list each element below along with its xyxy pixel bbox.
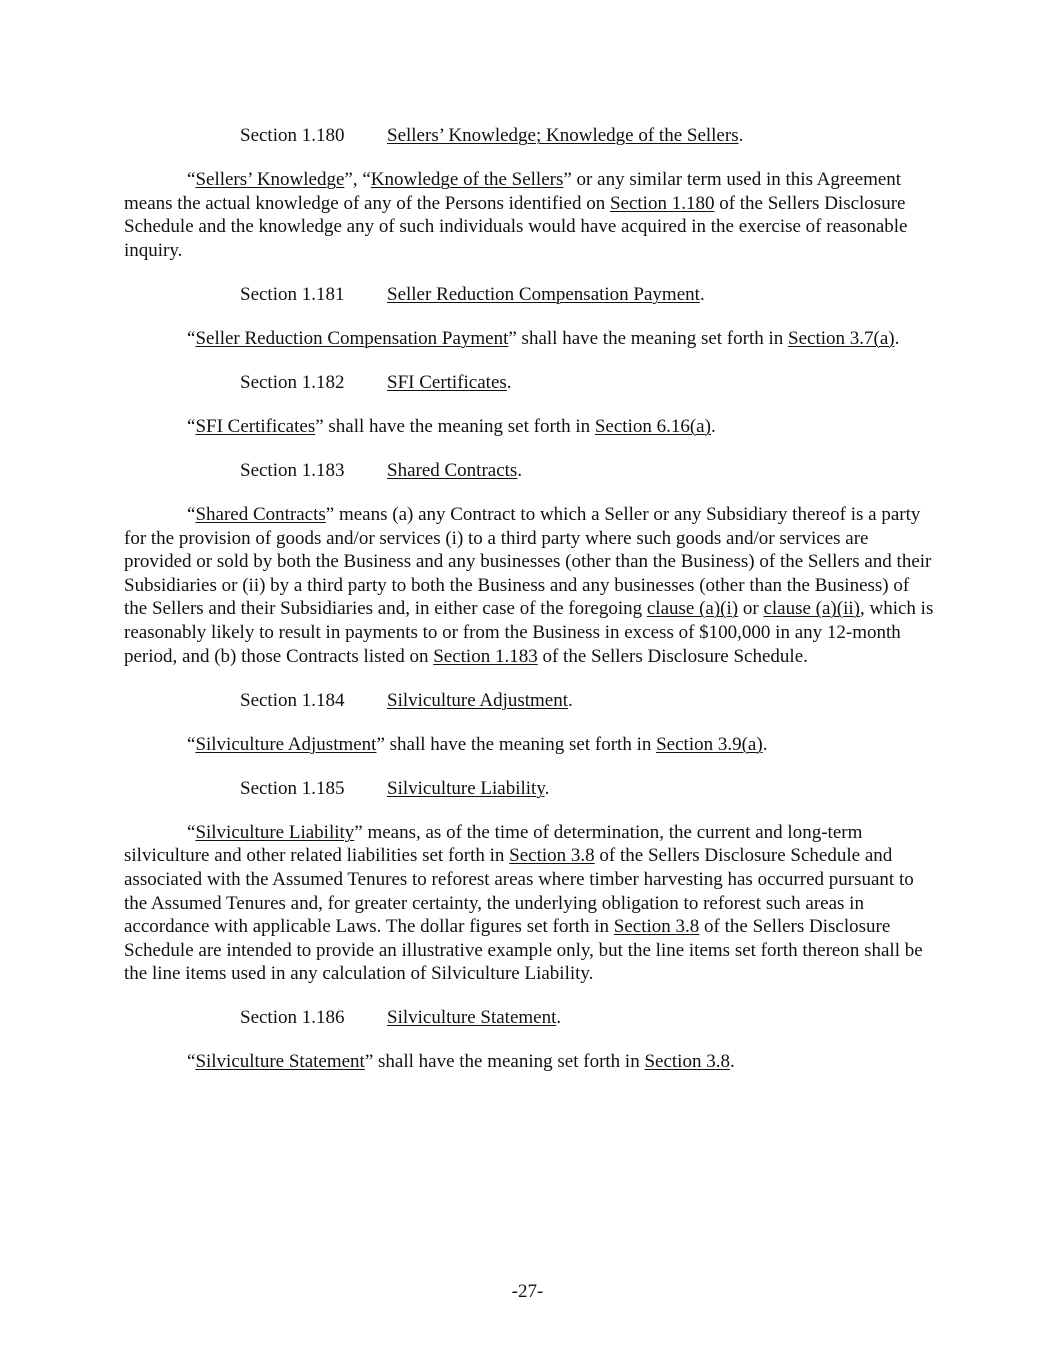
underlined-term: Shared Contracts xyxy=(195,504,326,526)
section-title: Shared Contracts xyxy=(387,460,518,482)
text-run: ” shall have the meaning set forth in xyxy=(376,733,657,755)
underlined-term: clause (a)(ii) xyxy=(763,598,860,620)
section-title: Silviculture Liability xyxy=(387,777,545,799)
section-title: Seller Reduction Compensation Payment xyxy=(387,283,700,305)
section-number: Section 1.181 xyxy=(240,283,345,305)
text-run: “ xyxy=(187,327,196,349)
definition-paragraph xyxy=(124,1050,934,1074)
text-run: ” shall have the meaning set forth in xyxy=(364,1051,645,1073)
underlined-term: Section 3.8 xyxy=(644,1051,730,1073)
definition-paragraph xyxy=(124,327,934,351)
text-run: “ xyxy=(187,1051,196,1073)
section-title: SFI Certificates xyxy=(387,371,507,393)
underlined-term: Section 3.7(a) xyxy=(788,327,895,349)
underlined-term: clause (a)(i) xyxy=(646,598,739,620)
text-run: of the Sellers Disclosure Schedule and associated with the Assumed Tenures to reforest areas where timber harvesting has occurred pursuant to the Assumed Tenures and, for greater certainty, the underlying obligation to reforest such areas in accordance with applicable Laws. The dollar figures set forth in xyxy=(124,845,914,938)
underlined-term: SFI Certificates xyxy=(195,415,316,437)
underlined-term: Section 6.16(a) xyxy=(594,415,711,437)
section-number: Section 1.183 xyxy=(240,460,345,482)
text-run: . xyxy=(894,327,900,349)
underlined-term: Silviculture Liability xyxy=(195,821,355,843)
definition-section xyxy=(124,124,934,262)
text-run: “ xyxy=(187,821,196,843)
section-heading: Section 1.184 Silviculture Adjustment. xyxy=(240,689,573,711)
underlined-term: Knowledge of the Sellers xyxy=(370,169,564,190)
underlined-term: Silviculture Adjustment xyxy=(195,733,377,755)
underlined-term: Section 1.183 xyxy=(433,645,538,667)
definition-paragraph xyxy=(124,503,934,668)
underlined-term: Section 3.8 xyxy=(509,845,595,867)
text-run: of the Sellers Disclosure Schedule and the knowledge any of such individuals would have acquired in the exercise of reasonable inquiry. xyxy=(124,192,908,261)
text-run: “ xyxy=(187,733,196,755)
page-number: -27- xyxy=(511,1281,544,1302)
underlined-term: Seller Reduction Compensation Payment xyxy=(195,327,509,349)
definition-paragraph xyxy=(124,168,934,262)
definition-section xyxy=(124,689,934,757)
definition-section xyxy=(124,1006,934,1074)
section-title: Silviculture Statement xyxy=(387,1007,557,1029)
section-title: Silviculture Adjustment xyxy=(387,689,569,711)
section-number: Section 1.185 xyxy=(240,777,345,799)
text-run: ” shall have the meaning set forth in xyxy=(315,415,595,437)
text-run: . xyxy=(710,415,716,437)
definition-paragraph xyxy=(124,821,934,986)
section-number: Section 1.180 xyxy=(240,125,345,146)
underlined-term: Section 3.9(a) xyxy=(656,733,763,755)
text-run: ”, “ xyxy=(344,169,371,190)
definition-paragraph xyxy=(124,733,934,757)
text-run: . xyxy=(729,1051,735,1073)
section-title: Sellers’ Knowledge; Knowledge of the Sellers xyxy=(387,125,739,146)
definition-section xyxy=(124,371,934,439)
text-run: . xyxy=(762,733,768,755)
text-run: ” shall have the meaning set forth in xyxy=(508,327,789,349)
definition-paragraph xyxy=(124,415,934,439)
section-heading: Section 1.180 Sellers’ Knowledge; Knowledge of the Sellers. xyxy=(240,125,744,146)
text-run: “ xyxy=(187,169,196,190)
text-run: of the Sellers Disclosure Schedule. xyxy=(537,645,808,667)
section-heading: Section 1.181 Seller Reduction Compensation Payment. xyxy=(240,283,705,305)
underlined-term: Sellers’ Knowledge xyxy=(195,169,345,190)
text-run: ” means (a) any Contract to which a Seller or any Subsidiary thereof is a party for the provision of goods and/or services (i) to a third party where such goods and/or services are provided or sold by both the Business and any businesses (other than the Business) of the Sellers and their Subsidiaries or (ii) by a third party to both the Business and any businesses (other than the Business) of the Sellers and their Subsidiaries and, in either case of the foregoing xyxy=(124,504,932,620)
section-heading: Section 1.182 SFI Certificates. xyxy=(240,371,512,393)
section-number: Section 1.184 xyxy=(240,689,345,711)
text-run: of the Sellers Disclosure Schedule are intended to provide an illustrative example only, but the line items set forth thereon shall be the line items used in any calculation of Silviculture Liability. xyxy=(124,916,923,985)
underlined-term: Section 3.8 xyxy=(613,916,700,938)
underlined-term: Silviculture Statement xyxy=(195,1051,365,1073)
section-heading: Section 1.186 Silviculture Statement. xyxy=(240,1007,562,1029)
definition-section xyxy=(124,459,934,668)
text-run: ” or any similar term used in this Agreement means the actual knowledge of any of the Persons identified on xyxy=(124,169,902,214)
section-number: Section 1.182 xyxy=(240,371,345,393)
text-run: “ xyxy=(187,415,196,437)
text-run: “ xyxy=(187,504,196,526)
document-body xyxy=(124,124,934,1095)
definition-section xyxy=(124,777,934,986)
text-run: or xyxy=(738,598,764,620)
section-heading: Section 1.183 Shared Contracts. xyxy=(240,460,523,482)
definition-section xyxy=(124,283,934,351)
section-heading: Section 1.185 Silviculture Liability. xyxy=(240,777,550,799)
underlined-term: Section 1.180 xyxy=(609,192,715,214)
section-number: Section 1.186 xyxy=(240,1007,345,1029)
text-run: ” means, as of the time of determination, the current and long-term silviculture and other related liabilities set forth in xyxy=(124,821,863,867)
text-run: , which is reasonably likely to result in payments to or from the Business in excess of $100,000 in any 12-month period, and (b) those Contracts listed on xyxy=(124,598,934,667)
